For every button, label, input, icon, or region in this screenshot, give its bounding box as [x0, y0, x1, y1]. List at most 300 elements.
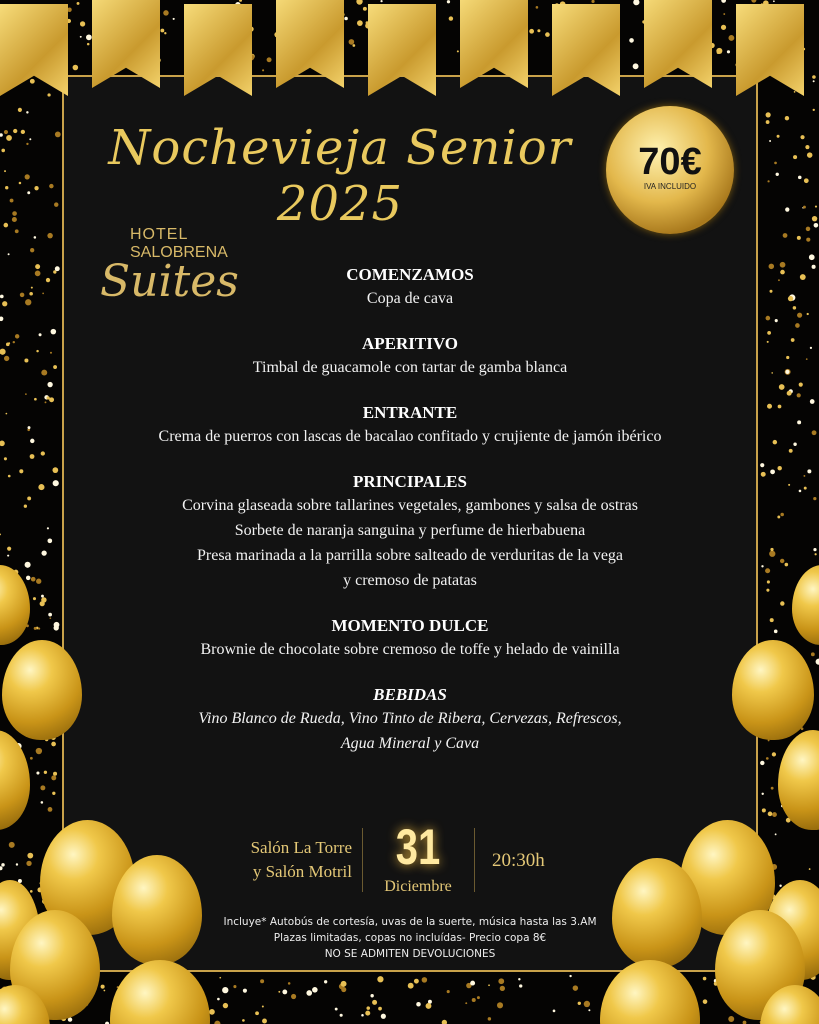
confetti-dot [312, 987, 318, 993]
confetti-dot [352, 44, 355, 47]
confetti-dot [25, 174, 30, 179]
confetti-dot [363, 7, 367, 11]
confetti-dot [39, 333, 42, 336]
confetti-dot [378, 1007, 382, 1011]
confetti-dot [761, 472, 766, 477]
confetti-dot [794, 91, 796, 93]
confetti-dot [767, 331, 771, 335]
confetti-dot [785, 563, 789, 567]
confetti-dot [633, 63, 639, 69]
confetti-dot [803, 475, 805, 477]
confetti-dot [8, 253, 10, 255]
divider [474, 828, 475, 892]
confetti-dot [34, 186, 38, 190]
confetti-dot [447, 990, 450, 993]
confetti-dot [1, 863, 4, 866]
confetti-dot [242, 1019, 245, 1022]
section-heading: PRINCIPALES [353, 472, 467, 491]
confetti-dot [47, 527, 49, 529]
confetti-dot [370, 994, 373, 997]
confetti-dot [813, 548, 816, 551]
confetti-dot [472, 998, 476, 1002]
confetti-dot [442, 1020, 447, 1024]
menu-item: Sorbete de naranja sanguina y perfume de hierbabuena [234, 522, 586, 539]
confetti-dot [101, 985, 105, 989]
confetti-dot [408, 983, 414, 989]
confetti-dot [777, 135, 780, 138]
confetti-dot [13, 129, 17, 133]
confetti-dot [349, 39, 355, 45]
confetti-dot [54, 202, 58, 206]
confetti-dot [0, 133, 3, 137]
confetti-dot [26, 576, 30, 580]
confetti-dot [810, 347, 812, 349]
confetti-dot [13, 341, 15, 343]
confetti-dot [806, 227, 811, 232]
confetti-dot [49, 617, 51, 619]
confetti-dot [55, 266, 60, 271]
section-heading: APERITIVO [361, 334, 458, 353]
confetti-dot [553, 1010, 556, 1013]
confetti-dot [19, 182, 22, 185]
confetti-dot [537, 29, 540, 32]
confetti-dot [728, 1016, 734, 1022]
confetti-dot [798, 176, 802, 180]
confetti-dot [222, 987, 228, 993]
confetti-dot [498, 978, 504, 984]
confetti-dot [30, 757, 33, 760]
confetti-dot [80, 21, 85, 26]
confetti-dot [797, 313, 802, 318]
confetti-dot [366, 1006, 370, 1010]
confetti-dot [12, 217, 17, 222]
confetti-dot [751, 0, 756, 3]
venue-line2: y Salón Motril [252, 862, 352, 881]
confetti-dot [30, 248, 34, 252]
confetti-dot [47, 233, 52, 238]
confetti-dot [49, 184, 53, 188]
confetti-dot [41, 597, 46, 602]
confetti-dot [771, 372, 773, 374]
confetti-dot [779, 384, 785, 390]
confetti-dot [769, 551, 775, 557]
confetti-dot [760, 463, 764, 467]
confetti-dot [267, 57, 272, 62]
confetti-dot [282, 990, 287, 995]
note-line: NO SE ADMITEN DEVOLUCIONES [324, 948, 496, 960]
confetti-dot [584, 1001, 590, 1007]
confetti-dot [770, 469, 775, 474]
confetti-dot [51, 329, 57, 335]
confetti-dot [47, 382, 52, 387]
confetti-dot [306, 990, 312, 996]
menu-item: Agua Mineral y Cava [340, 735, 480, 752]
confetti-dot [44, 771, 47, 774]
confetti-dot [422, 977, 427, 982]
confetti-dot [27, 496, 31, 500]
confetti-dot [457, 50, 459, 52]
confetti-dot [591, 0, 594, 3]
confetti-dot [775, 319, 778, 322]
confetti-dot [812, 216, 817, 221]
confetti-dot [260, 979, 264, 983]
confetti-dot [209, 1009, 215, 1015]
confetti-dot [728, 35, 734, 41]
confetti-dot [767, 404, 772, 409]
confetti-dot [762, 793, 764, 795]
menu-item: y cremoso de patatas [343, 572, 477, 589]
confetti-dot [797, 420, 801, 424]
confetti-dot [814, 223, 819, 228]
confetti-dot [414, 979, 419, 984]
confetti-dot [25, 299, 31, 305]
confetti-dot [497, 1002, 503, 1008]
confetti-dot [809, 254, 815, 260]
divider [362, 828, 363, 892]
menu-item: Copa de cava [366, 290, 454, 307]
confetti-dot [772, 812, 777, 817]
confetti-dot [4, 457, 7, 460]
confetti-dot [778, 405, 782, 409]
event-time: 20:30h [492, 850, 545, 871]
confetti-dot [291, 994, 296, 999]
confetti-dot [805, 145, 809, 149]
menu-section [62, 264, 758, 311]
balloon [112, 855, 202, 965]
event-month: Diciembre [384, 878, 452, 895]
confetti-dot [54, 625, 59, 630]
section-heading: MOMENTO DULCE [331, 616, 489, 635]
confetti-dot [35, 264, 40, 269]
confetti-dot [239, 0, 242, 2]
confetti-dot [767, 341, 769, 343]
confetti-dot [795, 323, 800, 328]
confetti-dot [813, 497, 816, 500]
confetti-dot [529, 29, 534, 34]
confetti-dot [21, 130, 25, 134]
confetti-dot [769, 264, 775, 270]
confetti-dot [372, 1000, 377, 1005]
confetti-dot [780, 262, 786, 268]
confetti-dot [15, 334, 19, 338]
confetti-dot [381, 1014, 386, 1019]
menu-item: Corvina glaseada sobre tallarines vegetales, gambones y salsa de ostras [182, 497, 638, 514]
confetti-dot [806, 358, 808, 360]
confetti-dot [812, 75, 816, 79]
balloon [612, 858, 702, 968]
event-day: 31 [395, 819, 441, 875]
confetti-dot [47, 93, 50, 96]
confetti-dot [365, 1011, 370, 1016]
confetti-dot [53, 365, 57, 369]
confetti-dot [800, 135, 804, 139]
confetti-dot [815, 553, 817, 555]
confetti-dot [629, 38, 634, 43]
confetti-dot [488, 984, 490, 986]
confetti-dot [341, 987, 346, 992]
confetti-dot [786, 356, 789, 359]
confetti-dot [447, 0, 450, 3]
confetti-dot [46, 278, 50, 282]
confetti-dot [721, 25, 726, 30]
confetti-dot [519, 984, 522, 987]
confetti-dot [810, 399, 815, 404]
confetti-dot [361, 1014, 364, 1017]
confetti-dot [25, 393, 27, 395]
confetti-dot [488, 1017, 491, 1020]
confetti-dot [797, 393, 801, 397]
confetti-dot [340, 1014, 343, 1017]
confetti-dot [785, 116, 789, 120]
confetti-dot [344, 17, 348, 21]
confetti-dot [416, 1002, 421, 1007]
confetti-dot [5, 186, 8, 189]
confetti-dot [783, 233, 788, 238]
confetti-dot [811, 652, 815, 656]
confetti-dot [804, 487, 807, 490]
confetti-dot [797, 236, 801, 240]
confetti-dot [28, 426, 31, 429]
menu-section [62, 471, 758, 593]
confetti-dot [30, 890, 33, 893]
confetti-dot [4, 170, 6, 172]
note-line: Plazas limitadas, copas no incluídas- Precio copa 8€ [273, 932, 547, 944]
confetti-dot [18, 108, 22, 112]
confetti-dot [813, 109, 815, 111]
menu-section [62, 615, 758, 662]
confetti-dot [773, 440, 777, 444]
confetti-dot [233, 985, 236, 988]
confetti-dot [815, 206, 817, 208]
confetti-dot [45, 401, 47, 403]
confetti-dot [53, 772, 57, 776]
confetti-dot [24, 358, 28, 362]
confetti-dot [449, 16, 453, 20]
confetti-dot [772, 752, 776, 756]
confetti-dot [791, 338, 795, 342]
confetti-dot [8, 475, 11, 478]
confetti-dot [51, 775, 56, 780]
confetti-dot [33, 597, 36, 600]
confetti-dot [41, 370, 47, 376]
confetti-dot [788, 484, 790, 486]
confetti-dot [29, 292, 33, 296]
confetti-dot [765, 568, 770, 573]
confetti-dot [288, 982, 291, 985]
confetti-dot [769, 140, 771, 142]
confetti-dot [41, 801, 44, 804]
venue-line1: Salón La Torre [250, 838, 352, 857]
balloon [732, 640, 814, 740]
confetti-dot [0, 441, 5, 447]
confetti-dot [73, 65, 79, 71]
confetti-dot [25, 562, 31, 568]
logo-line1: HOTEL [130, 226, 189, 243]
confetti-dot [780, 601, 784, 605]
confetti-dot [775, 833, 777, 835]
confetti-dot [31, 287, 33, 289]
confetti-dot [223, 1003, 228, 1008]
confetti-dot [41, 550, 46, 555]
confetti-dot [766, 112, 771, 117]
price-note: IVA INCLUIDO [643, 182, 697, 191]
confetti-dot [787, 391, 792, 396]
confetti-dot [465, 1002, 467, 1004]
confetti-dot [799, 383, 803, 387]
logo-line3: Suites [100, 256, 239, 307]
confetti-dot [34, 627, 37, 630]
confetti-dot [793, 155, 797, 159]
confetti-dot [773, 0, 775, 2]
confetti-dot [477, 996, 480, 999]
confetti-dot [803, 206, 806, 209]
confetti-dot [335, 1008, 338, 1011]
confetti-dot [380, 0, 382, 2]
menu-list [62, 264, 758, 778]
confetti-dot [770, 618, 774, 622]
confetti-dot [518, 978, 520, 980]
confetti-dot [1, 149, 5, 153]
confetti-dot [766, 589, 769, 592]
confetti-dot [20, 293, 25, 298]
confetti-dot [41, 595, 44, 598]
confetti-dot [774, 162, 777, 165]
confetti-dot [86, 34, 92, 40]
confetti-dot [278, 991, 280, 993]
confetti-dot [36, 350, 38, 352]
confetti-dot [30, 79, 35, 84]
confetti-dot [50, 352, 52, 354]
confetti-dot [357, 20, 363, 26]
confetti-dot [588, 1009, 590, 1011]
confetti-dot [6, 135, 12, 141]
confetti-dot [767, 180, 769, 182]
confetti-dot [29, 138, 31, 140]
confetti-dot [578, 1002, 581, 1005]
confetti-dot [771, 787, 774, 790]
confetti-dot [774, 630, 778, 634]
confetti-dot [164, 32, 166, 34]
confetti-dot [768, 812, 773, 817]
confetti-dot [0, 533, 1, 535]
confetti-dot [780, 270, 785, 275]
confetti-dot [777, 466, 781, 470]
confetti-dot [356, 0, 362, 5]
venue [222, 836, 352, 884]
confetti-dot [80, 36, 82, 38]
confetti-dot [766, 120, 770, 124]
section-heading: BEBIDAS [373, 685, 447, 704]
confetti-dot [219, 977, 221, 979]
confetti-dot [40, 785, 45, 790]
confetti-dot [0, 349, 6, 355]
confetti-dot [41, 451, 45, 455]
confetti-dot [262, 69, 264, 71]
confetti-dot [0, 866, 3, 870]
confetti-dot [262, 1005, 264, 1007]
confetti-dot [48, 613, 52, 617]
confetti-dot [770, 548, 773, 551]
confetti-dot [30, 454, 35, 459]
confetti-dot [813, 80, 815, 82]
confetti-dot [377, 976, 383, 982]
confetti-dot [785, 370, 789, 374]
confetti-dot [55, 132, 61, 138]
balloon [2, 640, 82, 740]
confetti-dot [777, 516, 780, 519]
price-badge [606, 106, 734, 234]
confetti-dot [255, 1011, 259, 1015]
note-line: Incluye* Autobús de cortesía, uvas de la suerte, música hasta las 3.AM [223, 916, 597, 928]
confetti-dot [53, 480, 59, 486]
confetti-dot [47, 538, 52, 543]
confetti-dot [27, 853, 33, 859]
confetti-dot [426, 1003, 432, 1009]
confetti-dot [716, 48, 722, 54]
confetti-dot [770, 290, 773, 293]
confetti-dot [788, 296, 793, 301]
confetti-dot [19, 469, 23, 473]
confetti-dot [341, 981, 347, 987]
confetti-dot [2, 301, 7, 306]
confetti-dot [26, 143, 28, 145]
confetti-dot [4, 223, 9, 228]
confetti-dot [173, 18, 175, 20]
menu-item: Brownie de chocolate sobre cremoso de toffe y helado de vainilla [200, 641, 620, 658]
confetti-dot [778, 279, 780, 281]
confetti-dot [812, 430, 817, 435]
confetti-dot [766, 757, 769, 760]
section-heading: COMENZAMOS [346, 265, 474, 284]
price: 70€ [638, 141, 702, 183]
confetti-dot [633, 0, 639, 5]
confetti-dot [8, 342, 10, 344]
confetti-dot [52, 467, 58, 473]
confetti-dot [7, 555, 9, 557]
confetti-dot [217, 998, 220, 1001]
confetti-dot [723, 13, 725, 15]
confetti-dot [12, 211, 17, 216]
confetti-dot [36, 748, 42, 754]
confetti-dot [52, 792, 55, 795]
confetti-dot [31, 577, 36, 582]
confetti-dot [776, 173, 779, 176]
confetti-dot [26, 111, 28, 113]
menu-section [62, 402, 758, 449]
confetti-dot [10, 199, 14, 203]
confetti-dot [38, 627, 40, 629]
confetti-dot [536, 6, 539, 9]
confetti-dot [500, 986, 505, 991]
confetti-dot [0, 316, 3, 321]
confetti-dot [793, 443, 796, 446]
confetti-dot [77, 2, 80, 5]
confetti-dot [766, 316, 771, 321]
confetti-dot [4, 356, 9, 361]
confetti-dot [30, 439, 34, 443]
confetti-dot [36, 771, 39, 774]
menu-item: Vino Blanco de Rueda, Vino Tinto de Ribera, Cervezas, Refrescos, [198, 710, 622, 727]
confetti-dot [785, 207, 789, 211]
confetti-dot [9, 842, 15, 848]
menu-section [62, 684, 758, 756]
confetti-dot [243, 989, 247, 993]
confetti-dot [0, 295, 4, 299]
confetti-dot [103, 990, 105, 992]
confetti-dot [15, 229, 19, 233]
confetti-dot [809, 868, 811, 870]
confetti-dot [36, 579, 41, 584]
